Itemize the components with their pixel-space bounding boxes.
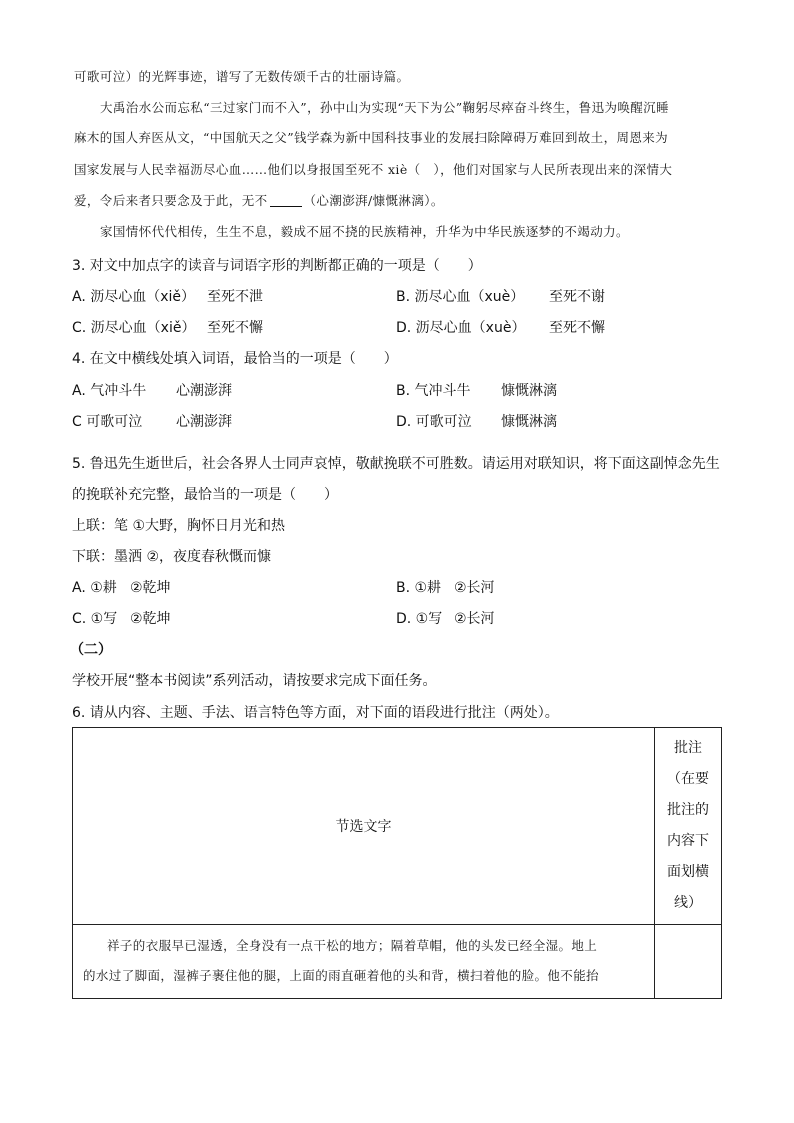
excerpt-header-cell <box>73 728 655 925</box>
couplet-upper: 上联：笔 ①大野，胸怀日月光和热 <box>72 518 286 534</box>
option-b[interactable]: B. 沥尽心血（xuè） <box>396 289 525 305</box>
option-c-word: 心潮澎湃 <box>176 414 232 430</box>
passage-line: 可歌可泣）的光辉事迹，谱写了无数传颂千古的壮丽诗篇。 <box>74 69 410 84</box>
option-d[interactable]: D. 可歌可泣 <box>396 414 472 430</box>
option-b[interactable]: B. 气冲斗牛 <box>396 383 471 399</box>
annotation-header-line: 内容下 <box>667 833 709 849</box>
question-6-stem: 6. 请从内容、主题、手法、语言特色等方面，对下面的语段进行批注（两处）。 <box>72 705 559 721</box>
option-d-word: ②长河 <box>454 611 495 627</box>
question-5-stem: 5. 鲁迅先生逝世后，社会各界人士同声哀悼，敬献挽联不可胜数。请运用对联知识，将下面这副悼念先生 <box>72 456 720 472</box>
question-4-stem: 4. 在文中横线处填入词语，最恰当的一项是（ ） <box>72 351 398 367</box>
option-b[interactable]: B. ①耕 <box>396 580 442 596</box>
excerpt-line: 的水过了脚面，湿裤子裹住他的腿，上面的雨直砸着他的头和背，横扫着他的脸。他不能抬 <box>83 968 600 983</box>
section-intro: 学校开展“整本书阅读”系列活动，请按要求完成下面任务。 <box>72 673 437 689</box>
couplet-lower: 下联：墨洒 ②，夜度春秋慨而慷 <box>72 549 272 565</box>
annotation-table <box>72 727 722 999</box>
annotation-cell[interactable] <box>655 925 722 999</box>
option-a[interactable]: A. 沥尽心血（xiě） <box>72 289 196 305</box>
passage-line: 麻木的国人弃医从文，“中国航天之父”钱学森为新中国科技事业的发展扫除障碍万难回到故土，周恩来为 <box>74 130 669 145</box>
option-a-word: ②乾坤 <box>130 580 171 596</box>
option-a[interactable]: A. 气冲斗牛 <box>72 383 147 399</box>
option-d-word: 慷慨淋漓 <box>501 414 557 430</box>
question-5-stem-cont: 的挽联补充完整，最恰当的一项是（ ） <box>72 487 338 503</box>
annotation-header-line: （在要 <box>667 771 709 787</box>
excerpt-line: 祥子的衣服早已湿透，全身没有一点干松的地方；隔着草帽，他的头发已经全湿。地上 <box>107 938 598 953</box>
excerpt-cell <box>73 925 655 999</box>
fill-blank <box>270 194 302 207</box>
passage-line: 大禹治水公而忘私“三过家门而不入”，孙中山为实现“天下为公”鞠躬尽瘁奋斗终生，鲁迅为唤醒沉睡 <box>100 100 669 115</box>
annotation-header-line: 批注 <box>674 740 702 756</box>
annotation-header-line: 线） <box>674 895 702 911</box>
option-a[interactable]: A. ①耕 <box>72 580 117 596</box>
option-c[interactable]: C. 沥尽心血（xiě） <box>72 320 196 336</box>
passage-text: 爱，令后来者只要念及于此，无不 <box>74 193 268 208</box>
section-heading: （二） <box>70 642 112 658</box>
excerpt-header: 节选文字 <box>335 819 392 835</box>
option-a-word: 至死不泄 <box>207 289 263 305</box>
passage-line <box>74 191 444 209</box>
option-c-word: 至死不懈 <box>207 320 263 336</box>
option-c[interactable]: C. ①写 <box>72 611 118 627</box>
passage-line: 家国情怀代代相传，生生不息，毅成不屈不挠的民族精神，升华为中华民族逐梦的不竭动力。 <box>100 224 629 239</box>
question-3-stem: 3. 对文中加点字的读音与词语字形的判断都正确的一项是（ ） <box>72 258 482 274</box>
option-d[interactable]: D. 沥尽心血（xuè） <box>396 320 526 336</box>
option-c[interactable]: C 可歌可泣 <box>72 414 143 430</box>
passage-line: 国家发展与人民幸福沥尽心血……他们以身报国至死不 xiè（ ），他们对国家与人民所表现出来的深情大 <box>74 162 673 177</box>
passage-text: （心潮澎湃/慷慨淋漓）。 <box>303 193 444 208</box>
option-a-word: 心潮澎湃 <box>176 383 232 399</box>
annotation-header-line: 面划横 <box>667 864 709 880</box>
option-c-word: ②乾坤 <box>130 611 171 627</box>
option-d-word: 至死不懈 <box>549 320 605 336</box>
annotation-header-line: 批注的 <box>667 802 709 818</box>
option-b-word: ②长河 <box>454 580 495 596</box>
option-d[interactable]: D. ①写 <box>396 611 443 627</box>
annotation-header-cell <box>655 728 722 925</box>
option-b-word: 慷慨淋漓 <box>501 383 557 399</box>
option-b-word: 至死不谢 <box>549 289 605 305</box>
